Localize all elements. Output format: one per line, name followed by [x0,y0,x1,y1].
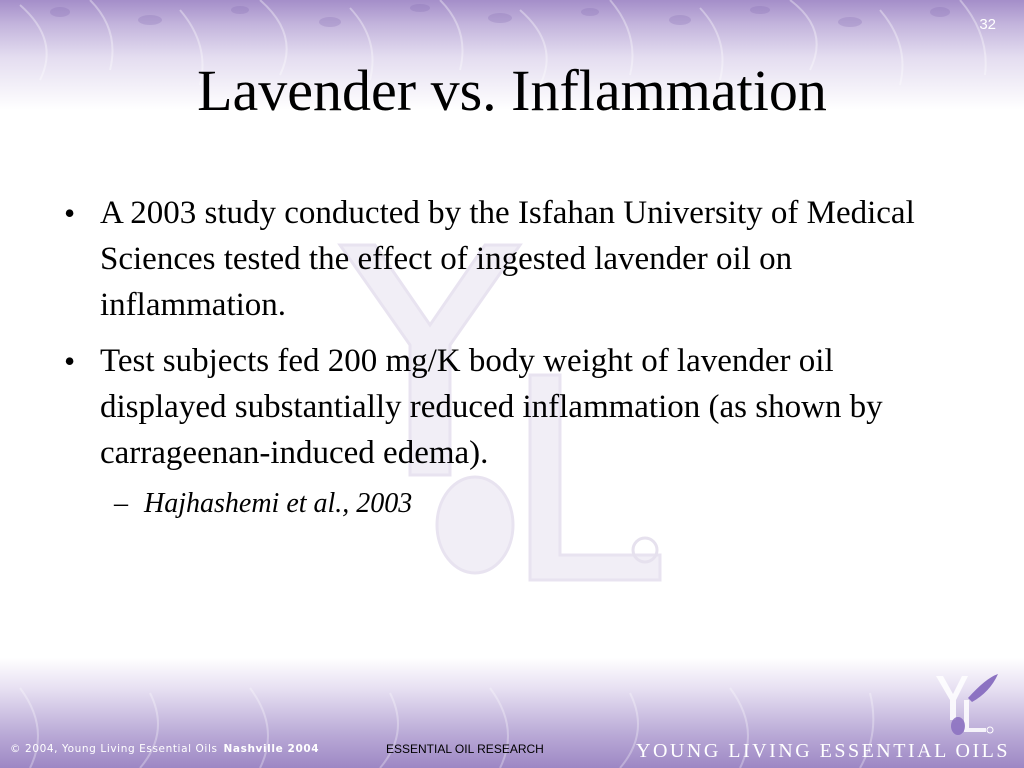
citation-text: Hajhashemi et al., 2003 [144,488,413,519]
event-place-text: Nashville 2004 [223,743,320,755]
yl-lavender-logo [928,670,998,740]
bullet-item [64,190,944,328]
citation-sub-bullet [114,486,944,522]
bullet-dot: • [64,343,76,379]
slide-number: 32 [979,16,996,33]
footer-brand-name: YOUNG LIVING ESSENTIAL OILS [636,740,1010,762]
bullet-item [64,338,944,476]
bullet-text: A 2003 study conducted by the Isfahan University of Medical Sciences tested the effect of ingested lavender oil on inflammation. [100,195,915,323]
slide-content [64,190,944,522]
slide-title: Lavender vs. Inflammation [197,58,827,123]
footer-section-label: ESSENTIAL OIL RESEARCH [386,742,544,756]
bullet-dot: • [64,195,76,231]
copyright-text: © 2004, Young Living Essential Oils [10,743,218,755]
footer-copyright [10,743,319,755]
bullet-text: Test subjects fed 200 mg/K body weight of lavender oil displayed substantially reduced inflammation (as shown by carrageenan-induced edema). [100,343,883,471]
dash-marker: – [114,488,128,519]
